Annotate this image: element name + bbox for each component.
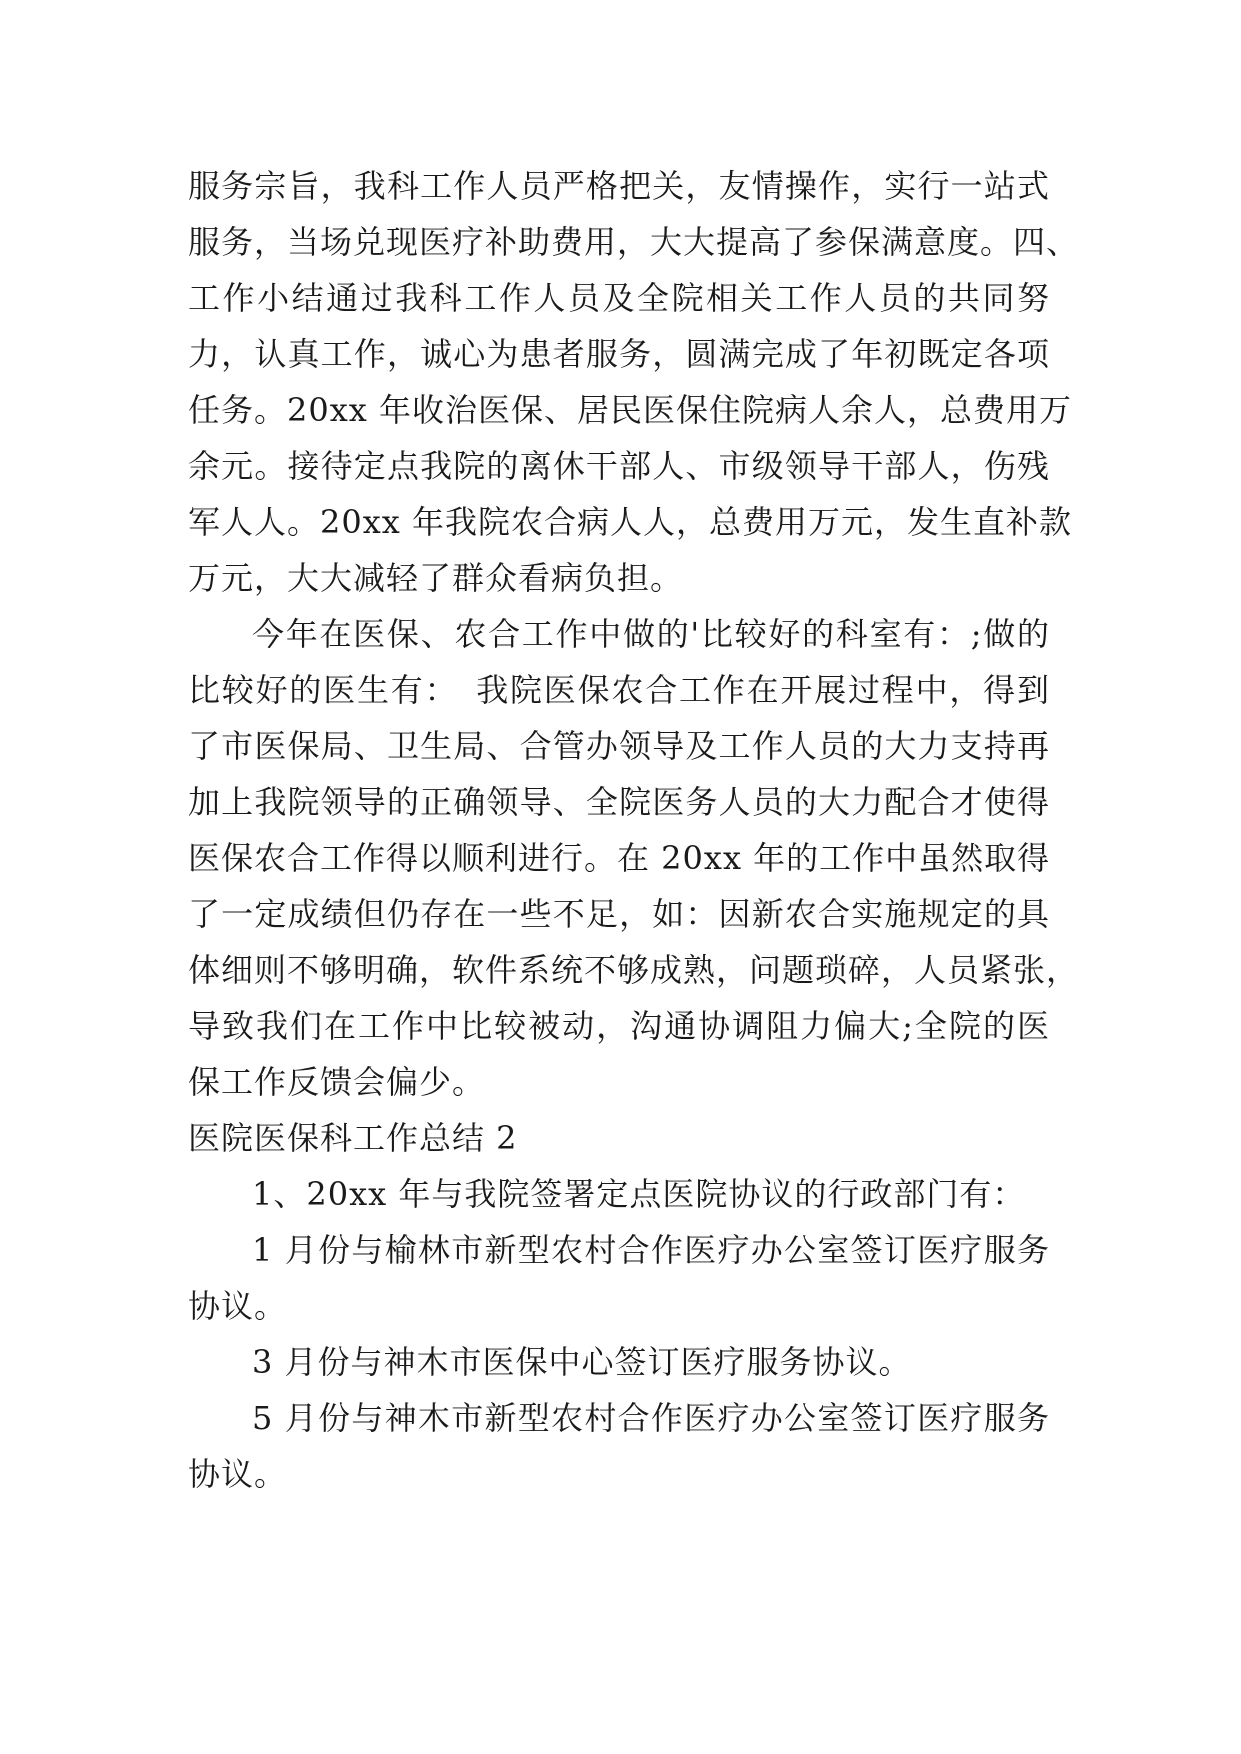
text-line: 万元，大大减轻了群众看病负担。 (188, 559, 684, 597)
paragraph-first-line: 3 月份与神木市医保中心签订医疗服务协议。 (252, 1343, 912, 1381)
text-line: 保工作反馈会偏少。 (188, 1063, 486, 1101)
text-line: 工作小结通过我科工作人员及全院相关工作人员的共同努 (188, 279, 1050, 317)
text-line: 协议。 (188, 1455, 288, 1493)
paragraph-first-line: 5 月份与神木市新型农村合作医疗办公室签订医疗服务 (252, 1399, 1050, 1437)
paragraph-first-line: 1、20xx 年与我院签署定点医院协议的行政部门有： (252, 1175, 1026, 1213)
text-line: 了市医保局、卫生局、合管办领导及工作人员的大力支持再 (188, 727, 1050, 765)
text-line: 力，认真工作，诚心为患者服务，圆满完成了年初既定各项 (188, 335, 1050, 373)
text-line: 导致我们在工作中比较被动，沟通协调阻力偏大;全院的医 (188, 1007, 1050, 1045)
text-line: 了一定成绩但仍存在一些不足，如：因新农合实施规定的具 (188, 895, 1050, 933)
text-line: 比较好的医生有： 我院医保农合工作在开展过程中，得到 (188, 671, 1050, 709)
text-line: 服务宗旨，我科工作人员严格把关，友情操作，实行一站式 (188, 167, 1050, 205)
text-line: 体细则不够明确，软件系统不够成熟，问题琐碎，人员紧张， (188, 951, 1080, 989)
text-line: 军人人。20xx 年我院农合病人人，总费用万元，发生直补款 (188, 503, 1072, 541)
text-line: 服务，当场兑现医疗补助费用，大大提高了参保满意度。四、 (188, 223, 1080, 261)
paragraph-first-line: 今年在医保、农合工作中做的'比较好的科室有：;做的 (252, 615, 1050, 653)
text-line: 协议。 (188, 1287, 288, 1325)
section-heading: 医院医保科工作总结 2 (188, 1119, 518, 1157)
text-line: 余元。接待定点我院的离休干部人、市级领导干部人，伤残 (188, 447, 1050, 485)
text-line: 任务。20xx 年收治医保、居民医保住院病人余人，总费用万 (188, 391, 1072, 429)
text-line: 加上我院领导的正确领导、全院医务人员的大力配合才使得 (188, 783, 1050, 821)
paragraph-first-line: 1 月份与榆林市新型农村合作医疗办公室签订医疗服务 (252, 1231, 1050, 1269)
text-line: 医保农合工作得以顺利进行。在 20xx 年的工作中虽然取得 (188, 839, 1051, 877)
document-body (188, 158, 1080, 1502)
